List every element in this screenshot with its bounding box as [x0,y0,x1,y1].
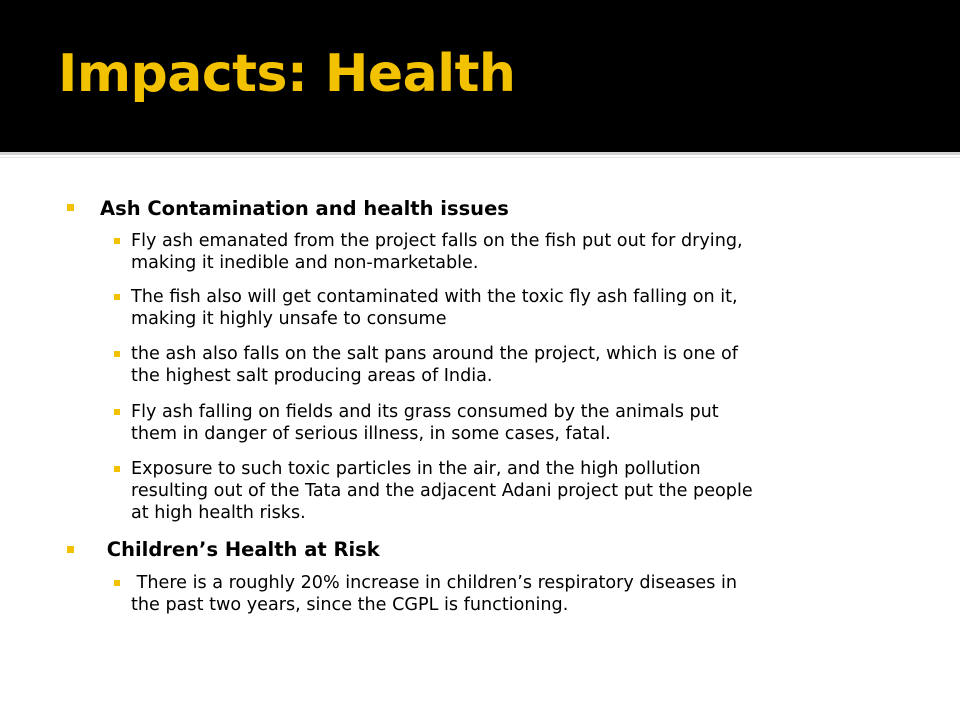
list-item-line: making it inedible and non-marketable. [131,253,479,273]
list-item [131,572,921,616]
list-item-line: at high health risks. [131,503,306,523]
sub-bullet-square-icon [114,294,120,300]
list-item-line: the highest salt producing areas of India. [131,366,493,386]
bullet-square-icon [67,204,74,211]
list-item [131,343,921,387]
list-item-line: The fish also will get contaminated with the toxic fly ash falling on it, [131,287,738,307]
list-item [131,230,921,274]
sub-bullet-square-icon [114,466,120,472]
sub-bullet-square-icon [114,238,120,244]
list-item-line: Fly ash emanated from the project falls on the fish put out for drying, [131,231,743,251]
list-item-line: resulting out of the Tata and the adjacent Adani project put the people [131,481,753,501]
list-item-line: Fly ash falling on fields and its grass consumed by the animals put [131,402,719,422]
section-heading: Children’s Health at Risk [100,538,380,561]
slide-title: Impacts: Health [58,44,516,104]
sub-bullet-square-icon [114,580,120,586]
list-item-line: making it highly unsafe to consume [131,309,447,329]
sub-bullet-square-icon [114,409,120,415]
sub-bullet-square-icon [114,351,120,357]
list-item-line: There is a roughly 20% increase in children’s respiratory diseases in [131,573,738,593]
list-item [131,401,921,445]
section-heading: Ash Contamination and health issues [100,197,509,220]
bullet-square-icon [67,546,74,553]
list-item-line: them in danger of serious illness, in some cases, fatal. [131,424,611,444]
list-item [131,286,921,330]
list-item [131,458,921,524]
list-item-line: Exposure to such toxic particles in the air, and the high pollution [131,459,701,479]
list-item-line: the ash also falls on the salt pans around the project, which is one of [131,344,738,364]
list-item-line: the past two years, since the CGPL is functioning. [131,595,569,615]
